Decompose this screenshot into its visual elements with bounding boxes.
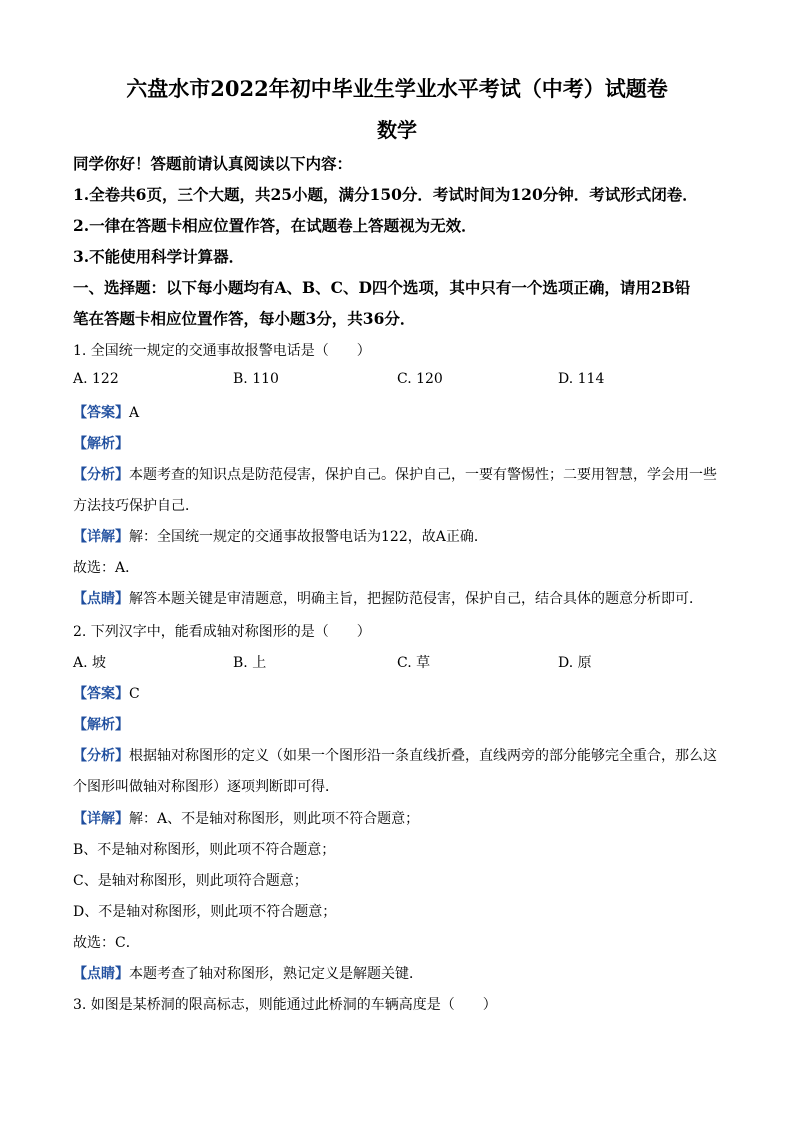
- q1-stem: 1. 全国统一规定的交通事故报警电话是（ ）: [73, 343, 371, 359]
- notice-item-3: 3.不能使用科学计算器．: [73, 247, 245, 266]
- q2-fenxi-text1: 根据轴对称图形的定义（如果一个图形沿一条直线折叠，直线两旁的部分能够完全重合，那么这: [129, 748, 717, 764]
- q1-comment-tag: 【点睛】: [73, 591, 129, 607]
- q2-option-d: D. 原: [558, 655, 592, 671]
- notice-item-2: 2.一律在答题卡相应位置作答，在试题卷上答题视为无效．: [73, 216, 477, 235]
- q2-fenxi-tag: 【分析】: [73, 748, 129, 764]
- q1-fenxi-tag: 【分析】: [73, 467, 129, 483]
- q1-comment-line: [73, 588, 703, 608]
- notice-item-1: 1.全卷共6页，三个大题，共25小题，满分150分．考试时间为120分钟．考试形式闭卷．: [73, 185, 698, 204]
- q1-detail-line: [73, 526, 488, 546]
- q1-answer-line: [73, 402, 139, 422]
- q1-detail-tag: 【详解】: [73, 529, 129, 545]
- q2-detail-line4: D、不是轴对称图形，则此项不符合题意；: [73, 904, 337, 920]
- q1-fenxi-line2: 方法技巧保护自己．: [73, 498, 199, 514]
- q1-detail-text: 解：全国统一规定的交通事故报警电话为122，故A正确．: [129, 529, 488, 545]
- q2-comment-text: 本题考查了轴对称图形，熟记定义是解题关键．: [129, 966, 423, 982]
- q2-analysis-tag: 【解析】: [73, 717, 129, 733]
- q2-fenxi-line2: 个图形叫做轴对称图形）逐项判断即可得．: [73, 779, 339, 795]
- q1-option-a: A. 122: [73, 371, 119, 387]
- q1-fenxi-line1: [73, 464, 717, 484]
- q2-detail-tag: 【详解】: [73, 811, 129, 827]
- q2-option-c: C. 草: [397, 655, 431, 671]
- q2-analysis-line: [73, 714, 129, 734]
- q1-answer: A: [129, 405, 140, 421]
- q3-stem: 3. 如图是某桥洞的限高标志，则能通过此桥洞的车辆高度是（ ）: [73, 997, 497, 1013]
- q2-answer: C: [129, 686, 140, 702]
- q2-answer-line: [73, 683, 140, 703]
- q1-analysis-tag: 【解析】: [73, 436, 129, 452]
- q2-choose: 故选：C．: [73, 935, 140, 951]
- q2-detail-text1: 解：A、不是轴对称图形，则此项不符合题意；: [129, 811, 420, 827]
- q2-detail-line3: C、是轴对称图形，则此项符合题意；: [73, 873, 308, 889]
- q1-option-b: B. 110: [233, 371, 279, 387]
- q2-detail-line2: B、不是轴对称图形，则此项不符合题意；: [73, 842, 336, 858]
- q1-choose: 故选：A．: [73, 560, 140, 576]
- section-heading-line1: 一、选择题：以下每小题均有A、B、C、D四个选项，其中只有一个选项正确，请用2B铅: [73, 278, 691, 297]
- q1-comment-text: 解答本题关键是审清题意，明确主旨，把握防范侵害，保护自己，结合具体的题意分析即可．: [129, 591, 703, 607]
- subject-title: 数学: [377, 118, 417, 142]
- section-heading-line2: 笔在答题卡相应位置作答，每小题3分，共36分．: [73, 309, 416, 328]
- q1-analysis-line: [73, 433, 129, 453]
- q2-option-a: A. 坡: [73, 655, 107, 671]
- notice-greeting: 同学你好！答题前请认真阅读以下内容：: [73, 154, 353, 173]
- q2-option-b: B. 上: [233, 655, 267, 671]
- q1-option-d: D. 114: [558, 371, 605, 387]
- q2-detail-line: [73, 808, 419, 828]
- exam-title: 六盘水市2022年初中毕业生学业水平考试（中考）试题卷: [126, 76, 668, 101]
- q1-option-c: C. 120: [397, 371, 443, 387]
- q2-stem: 2. 下列汉字中，能看成轴对称图形的是（ ）: [73, 624, 371, 640]
- q2-comment-line: [73, 963, 423, 983]
- q2-comment-tag: 【点睛】: [73, 966, 129, 982]
- q2-fenxi-line1: [73, 745, 717, 765]
- q1-answer-tag: 【答案】: [73, 405, 129, 421]
- q2-answer-tag: 【答案】: [73, 686, 129, 702]
- q1-fenxi-text1: 本题考查的知识点是防范侵害，保护自己。保护自己，一要有警惕性；二要用智慧，学会用一些: [129, 467, 717, 483]
